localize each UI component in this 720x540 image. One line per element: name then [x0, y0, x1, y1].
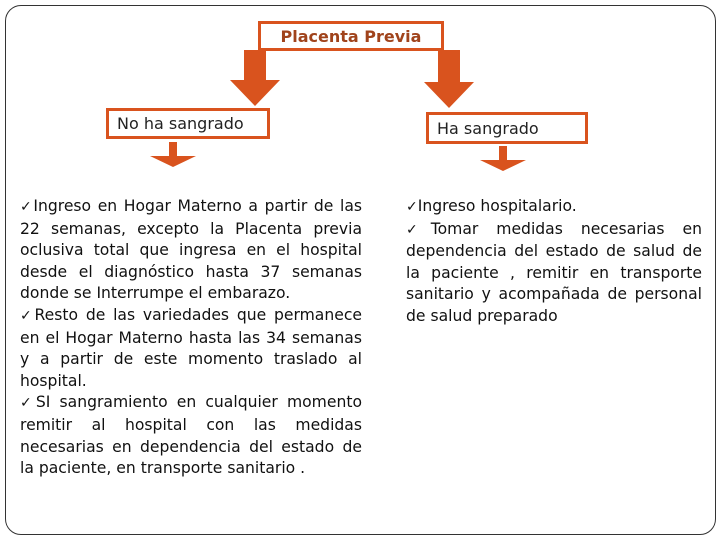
check-icon: ✓	[20, 307, 35, 324]
list-item: ✓Ingreso en Hogar Materno a partir de las 22 semanas, excepto la Placenta previa oclusiva total que ingresa en el hospital desde el diagnóstico hasta 37 semanas donde se Interrumpe el embarazo.	[20, 197, 363, 303]
list-item: ✓SI sangramiento en cualquier momento remitir al hospital con las medidas necesarias en dependencia del estado de la paciente, en transporte sanitario .	[20, 393, 362, 478]
arrow-down-icon	[424, 50, 474, 108]
bleeding-box: Ha sangrado	[426, 112, 588, 144]
check-icon: ✓	[20, 199, 34, 215]
check-icon: ✓	[406, 199, 418, 215]
check-icon: ✓	[20, 395, 36, 412]
arrow-down-icon	[230, 50, 280, 106]
list-item: ✓Ingreso hospitalario.	[406, 197, 577, 215]
bleeding-list	[406, 196, 702, 328]
no-bleeding-list	[20, 196, 362, 480]
list-item: ✓Resto de las variedades que permanece en el Hogar Materno hasta las 34 semanas y a partir de este momento traslado al hospital.	[20, 305, 362, 390]
title-box: Placenta Previa	[258, 21, 444, 51]
arrow-down-icon	[150, 142, 196, 167]
list-item: ✓Tomar medidas necesarias en dependencia del estado de salud de la paciente , remitir en transporte sanitario y acompañada de personal de salud preparado	[406, 219, 702, 325]
no-bleeding-box: No ha sangrado	[106, 108, 270, 139]
arrow-down-icon	[480, 146, 526, 171]
check-icon: ✓	[406, 221, 431, 238]
